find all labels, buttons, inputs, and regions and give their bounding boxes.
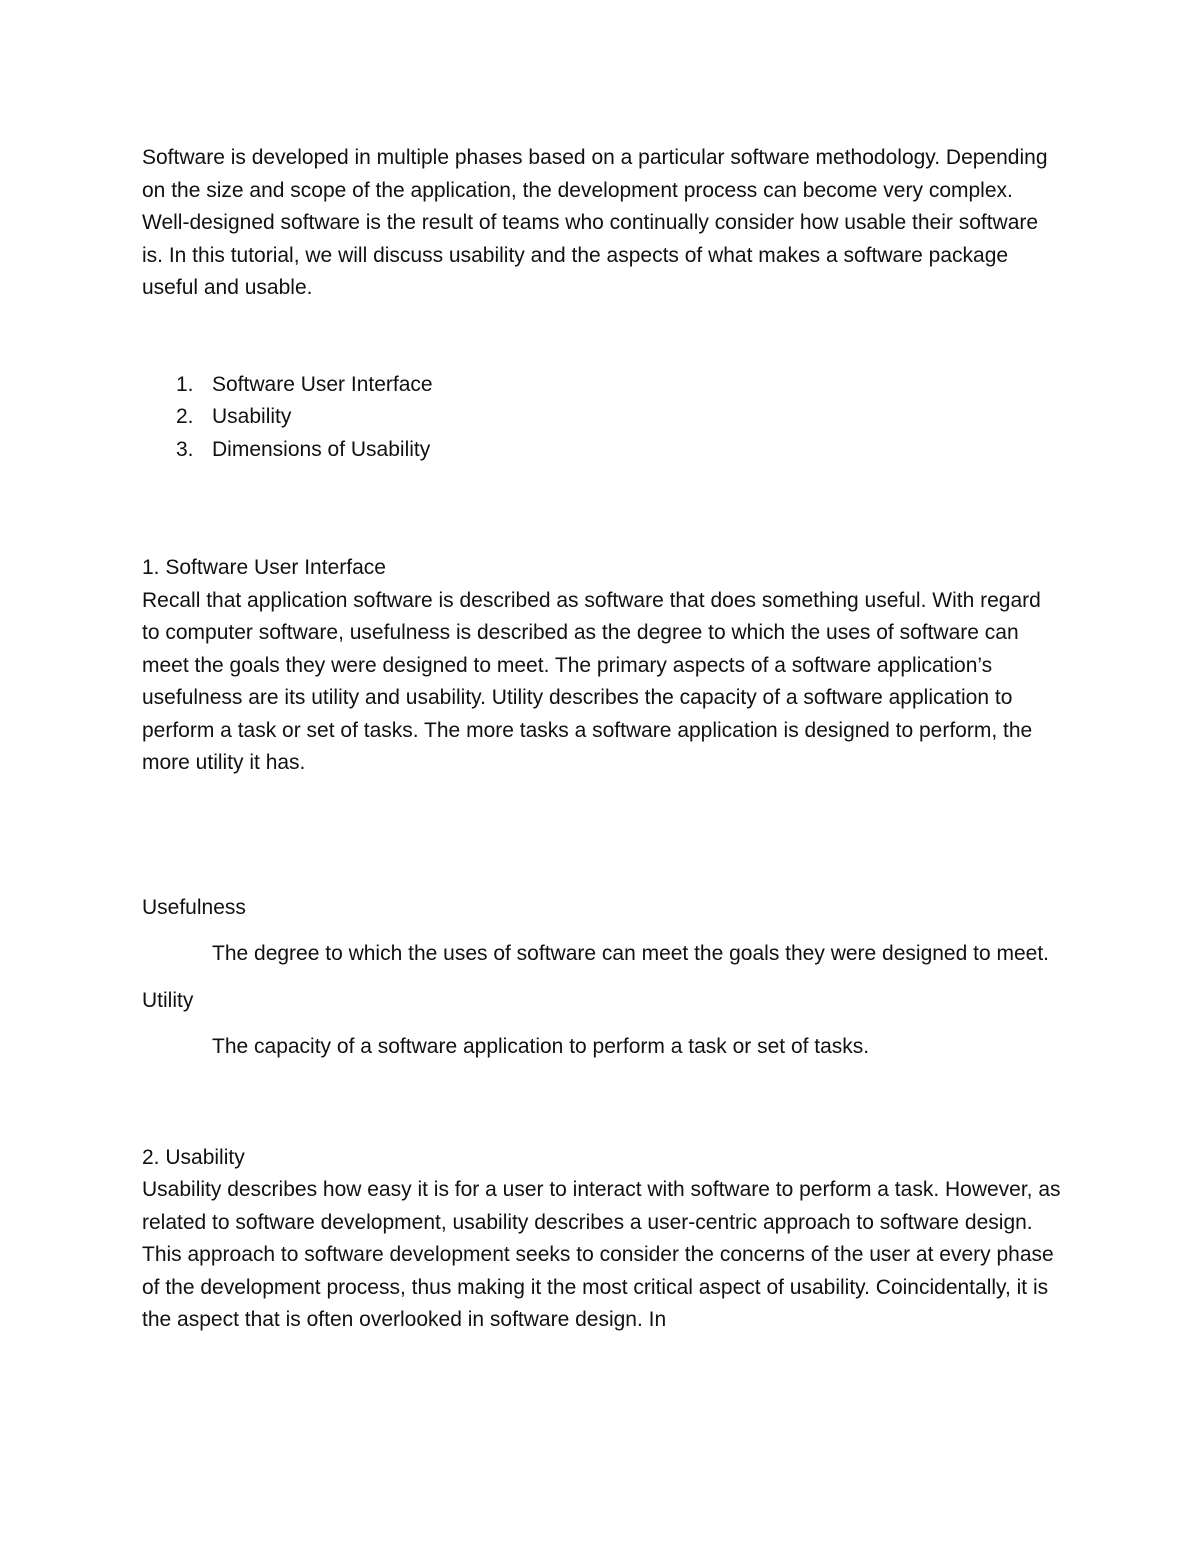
definition-term-usefulness: Usefulness <box>142 895 246 919</box>
table-of-contents <box>142 369 1062 467</box>
toc-label: Software User Interface <box>212 372 433 396</box>
toc-number: 1. <box>176 372 194 396</box>
spacer <box>142 780 1062 892</box>
toc-number: 2. <box>176 405 194 428</box>
definition-text-utility: The capacity of a software application to perform a task or set of tasks. <box>212 1035 870 1058</box>
spacer <box>142 1078 1062 1142</box>
spacer <box>142 466 1062 552</box>
section-1-heading: 1. Software User Interface <box>142 556 386 579</box>
definition-term-utility: Utility <box>142 988 194 1012</box>
toc-label: Dimensions of Usability <box>212 437 431 461</box>
document-body <box>142 142 1062 1337</box>
spacer <box>142 305 1062 369</box>
toc-item-dimensions-of-usability <box>142 434 1062 467</box>
toc-item-software-user-interface <box>142 369 1062 402</box>
toc-label: Usability <box>212 405 292 428</box>
section-2-heading: 2. Usability <box>142 1145 245 1169</box>
section-1-body: Recall that application software is described as software that does something useful. With regard to computer software, usefulness is described as the degree to which the uses of software can meet the goals they were designed to meet. The primary aspects of a software application’s usefulness are its utility and usability. Utility describes the capacity of a software application to perform a task or set of tasks. The more tasks a software application is designed to perform, the more utility it has. <box>142 588 1041 774</box>
section-2-body: Usability describes how easy it is for a user to interact with software to perform a task. However, as related to software development, usability describes a user-centric approach to software design. This approach to software development seeks to consider the concerns of the user at every phase of the development process, thus making it the most critical aspect of usability. Coincidentally, it is the aspect that is often overlooked in software design. In <box>142 1178 1061 1331</box>
toc-item-usability <box>142 401 1062 434</box>
toc-number: 3. <box>176 437 194 461</box>
intro-paragraph: Software is developed in multiple phases based on a particular software methodology. Depending on the size and scope of the application, the development process can become very complex. Well-designed software is the result of teams who continually consider how usable their software is. In this tutorial, we will discuss usability and the aspects of what makes a software package useful and usable. <box>142 146 1048 299</box>
definition-text-usefulness: The degree to which the uses of software can meet the goals they were designed to meet. <box>212 942 1049 965</box>
